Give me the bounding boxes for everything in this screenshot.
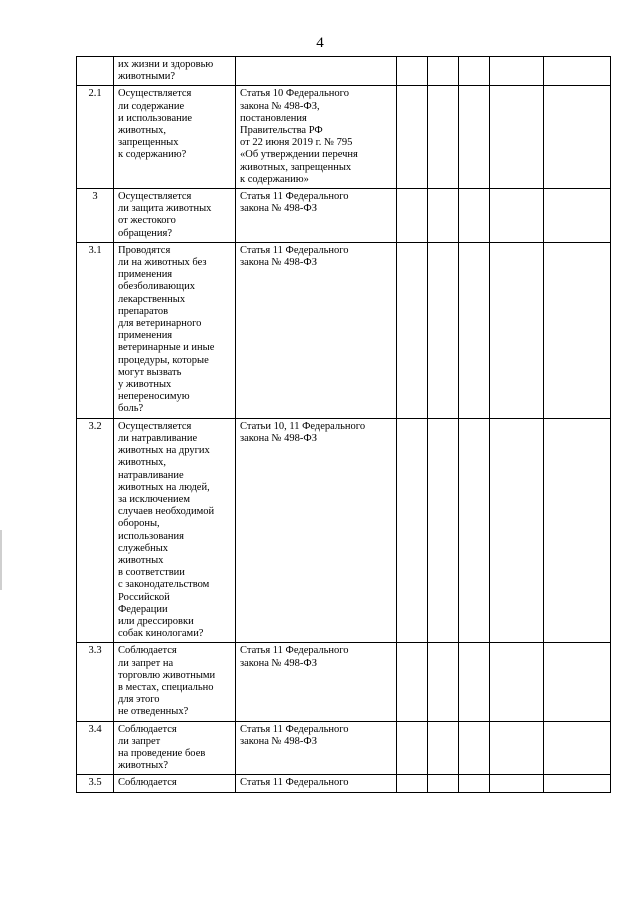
row-number: 3.3: [77, 643, 114, 721]
question-line: запрещенных: [118, 137, 179, 149]
question-line: обращения?: [118, 227, 172, 239]
reference-line: от 22 июня 2019 г. № 795: [240, 137, 353, 149]
scan-edge-mark: [0, 530, 2, 590]
table-row: [77, 775, 611, 792]
question-cell: [114, 189, 236, 243]
answer-cell-1: [397, 242, 428, 418]
question-line: на проведение боев: [118, 747, 206, 759]
question-cell: [114, 643, 236, 721]
answer-cell-3: [459, 643, 490, 721]
question-line: животных,: [118, 457, 167, 469]
answer-cell-4: [490, 721, 544, 775]
question-line: для ветеринарного: [118, 318, 202, 330]
table-row: [77, 86, 611, 189]
reference-cell: [236, 775, 397, 792]
row-number: 3.2: [77, 418, 114, 643]
question-line: к содержанию?: [118, 149, 187, 161]
row-number: 3: [77, 189, 114, 243]
answer-cell-1: [397, 643, 428, 721]
question-line: боль?: [118, 403, 144, 415]
question-line: непереносимую: [118, 391, 190, 403]
question-line: натравливание: [118, 469, 184, 481]
question-line: ли натравливание: [118, 432, 198, 444]
answer-cell-5: [544, 418, 611, 643]
answer-cell-2: [428, 57, 459, 86]
question-line: не отведенных?: [118, 706, 189, 718]
answer-cell-3: [459, 721, 490, 775]
question-cell: [114, 775, 236, 792]
question-line: животных: [118, 554, 164, 566]
question-line: Осуществляется: [118, 88, 192, 100]
answer-cell-2: [428, 242, 459, 418]
reference-line: «Об утверждении перечня: [240, 149, 358, 161]
question-cell: [114, 57, 236, 86]
answer-cell-2: [428, 775, 459, 792]
row-number: 3.5: [77, 775, 114, 792]
answer-cell-2: [428, 721, 459, 775]
reference-line: Статья 11 Федерального: [240, 191, 349, 203]
answer-cell-5: [544, 57, 611, 86]
answer-cell-3: [459, 86, 490, 189]
answer-cell-1: [397, 721, 428, 775]
answer-cell-4: [490, 57, 544, 86]
reference-cell: [236, 189, 397, 243]
answer-cell-3: [459, 189, 490, 243]
question-line: могут вызвать: [118, 366, 182, 378]
table-row: [77, 57, 611, 86]
answer-cell-5: [544, 86, 611, 189]
question-line: животных на людей,: [118, 481, 210, 493]
question-line: ветеринарные и иные: [118, 342, 215, 354]
reference-line: Правительства РФ: [240, 125, 323, 137]
question-line: случаев необходимой: [118, 506, 215, 518]
question-line: применения: [118, 330, 173, 342]
answer-cell-2: [428, 643, 459, 721]
answer-cell-3: [459, 775, 490, 792]
question-line: за исключением: [118, 493, 190, 505]
answer-cell-1: [397, 57, 428, 86]
reference-line: Статьи 10, 11 Федерального: [240, 420, 366, 432]
question-line: применения: [118, 269, 173, 281]
question-line: лекарственных: [118, 293, 186, 305]
reference-line: Статья 10 Федерального: [240, 88, 349, 100]
question-line: торговлю животными: [118, 669, 216, 681]
reference-line: закона № 498-ФЗ: [240, 735, 317, 747]
answer-cell-4: [490, 418, 544, 643]
question-cell: [114, 418, 236, 643]
question-line: животных,: [118, 125, 167, 137]
table-row: [77, 189, 611, 243]
question-line: ли содержание: [118, 100, 185, 112]
answer-cell-1: [397, 86, 428, 189]
question-line: Соблюдается: [118, 777, 177, 789]
answer-cell-4: [490, 86, 544, 189]
answer-cell-5: [544, 643, 611, 721]
question-line: в соответствии: [118, 567, 185, 579]
answer-cell-4: [490, 775, 544, 792]
row-number: 3.1: [77, 242, 114, 418]
reference-line: Статья 11 Федерального: [240, 645, 349, 657]
question-line: Российской: [118, 591, 170, 603]
reference-cell: [236, 86, 397, 189]
answer-cell-1: [397, 189, 428, 243]
row-number: 2.1: [77, 86, 114, 189]
reference-line: животных, запрещенных: [240, 161, 352, 173]
question-cell: [114, 86, 236, 189]
answer-cell-3: [459, 242, 490, 418]
table-row: [77, 418, 611, 643]
answer-cell-5: [544, 242, 611, 418]
reference-line: закона № 498-ФЗ: [240, 257, 317, 269]
answer-cell-2: [428, 189, 459, 243]
answer-cell-5: [544, 775, 611, 792]
question-line: животных на других: [118, 445, 210, 457]
question-line: животными?: [118, 71, 176, 83]
reference-cell: [236, 721, 397, 775]
question-line: обороны,: [118, 518, 160, 530]
question-line: животных?: [118, 760, 169, 772]
question-line: Федерации: [118, 603, 168, 615]
question-line: Осуществляется: [118, 191, 192, 203]
table-row: [77, 643, 611, 721]
row-number: 3.4: [77, 721, 114, 775]
question-line: Соблюдается: [118, 645, 177, 657]
checklist-table: [76, 56, 611, 793]
answer-cell-4: [490, 242, 544, 418]
question-cell: [114, 242, 236, 418]
reference-cell: [236, 57, 397, 86]
answer-cell-4: [490, 643, 544, 721]
question-line: обезболивающих: [118, 281, 195, 293]
question-line: от жестокого: [118, 215, 176, 227]
reference-line: закона № 498-ФЗ,: [240, 100, 320, 112]
question-line: собак кинологами?: [118, 628, 204, 640]
question-line: их жизни и здоровью: [118, 59, 214, 70]
question-line: ли на животных без: [118, 257, 207, 269]
reference-line: закона № 498-ФЗ: [240, 432, 317, 444]
reference-line: закона № 498-ФЗ: [240, 203, 317, 215]
row-number: [77, 57, 114, 86]
answer-cell-1: [397, 418, 428, 643]
answer-cell-1: [397, 775, 428, 792]
answer-cell-3: [459, 418, 490, 643]
answer-cell-5: [544, 721, 611, 775]
question-line: Соблюдается: [118, 723, 177, 735]
reference-line: постановления: [240, 112, 307, 124]
answer-cell-4: [490, 189, 544, 243]
question-line: ли запрет на: [118, 657, 174, 669]
question-line: использования: [118, 530, 184, 542]
question-line: и использование: [118, 112, 192, 124]
question-line: процедуры, которые: [118, 354, 209, 366]
answer-cell-2: [428, 418, 459, 643]
reference-line: Статья 11 Федерального: [240, 777, 349, 789]
question-line: для этого: [118, 694, 160, 706]
reference-line: Статья 11 Федерального: [240, 244, 349, 256]
question-line: или дрессировки: [118, 615, 194, 627]
question-line: Осуществляется: [118, 420, 192, 432]
table-row: [77, 242, 611, 418]
reference-cell: [236, 643, 397, 721]
reference-cell: [236, 242, 397, 418]
question-line: ли запрет: [118, 735, 161, 747]
question-line: служебных: [118, 542, 169, 554]
question-cell: [114, 721, 236, 775]
answer-cell-5: [544, 189, 611, 243]
reference-line: Статья 11 Федерального: [240, 723, 349, 735]
question-line: в местах, специально: [118, 681, 214, 693]
question-line: препаратов: [118, 305, 169, 317]
question-line: ли защита животных: [118, 203, 212, 215]
answer-cell-3: [459, 57, 490, 86]
question-line: у животных: [118, 379, 172, 391]
reference-line: закона № 498-ФЗ: [240, 657, 317, 669]
question-line: с законодательством: [118, 579, 210, 591]
page-number: 4: [316, 35, 324, 51]
table-row: [77, 721, 611, 775]
answer-cell-2: [428, 86, 459, 189]
reference-cell: [236, 418, 397, 643]
question-line: Проводятся: [118, 244, 171, 256]
reference-line: к содержанию»: [240, 173, 309, 185]
